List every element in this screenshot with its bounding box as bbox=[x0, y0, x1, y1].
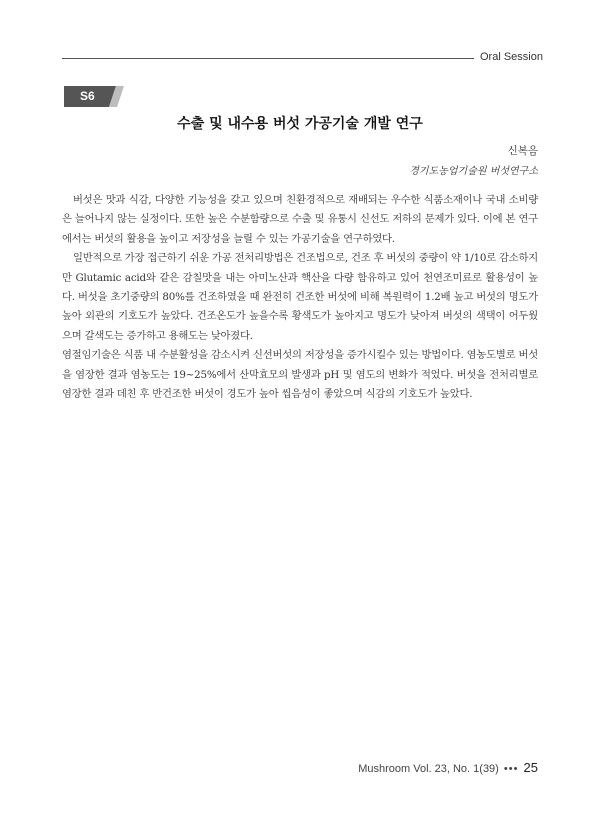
page-footer bbox=[358, 760, 538, 775]
paper-title: 수출 및 내수용 버섯 가공기술 개발 연구 bbox=[177, 116, 423, 132]
abstract-paragraph-1: 버섯은 맛과 식감, 다양한 기능성을 갖고 있으며 친환경적으로 재배되는 우수한 식품소재이나 국내 소비량은 늘어나지 않는 실정이다. 또한 높은 수분함량으로 수출 및 유통시 신선도 저하의 문제가 있다. 이에 본 연구에서는 버섯의 활용을 높이고 저장성을 늘릴 수 있는 가공기술을 연구하였다. bbox=[62, 194, 538, 245]
footer-dots: ••• bbox=[503, 763, 519, 775]
abstract-paragraph-2: 일반적으로 가장 접근하기 쉬운 가공 전처리방법은 건조법으로, 건조 후 버섯의 중량이 약 1/10로 감소하지만 Glutamic acid와 같은 감칠맛을 내는 아미노산과 핵산을 다량 함유하고 있어 천연조미료로 활용성이 높다. 버섯을 초기중량의 80%를 건조하였을 때 완전히 건조한 버섯에 비해 복원력이 1.2배 높고 버섯의 명도가 높아 외관의 기호도가 높았다. 건조온도가 높을수록 황색도가 높아지고 명도가 낮아져 버섯의 색택이 어두웠으며 갈색도는 증가하고 용해도는 낮아졌다. bbox=[62, 252, 538, 342]
session-tag bbox=[64, 86, 124, 107]
header-rule bbox=[62, 58, 474, 59]
session-label: Oral Session bbox=[480, 51, 543, 63]
abstract-paragraph-3: 염절임기술은 식품 내 수분활성을 감소시켜 신선버섯의 저장성을 증가시킬수 있는 방법이다. 염농도별로 버섯을 염장한 결과 염농도는 19~25%에서 산막효모의 발생과 pH 및 염도의 변화가 적었다. 버섯을 전처리별로 염장한 결과 데친 후 반건조한 버섯이 경도가 높아 씹음성이 좋았으며 식감의 기호도가 높았다. bbox=[62, 349, 538, 401]
author-affiliation: 경기도농업기술원 버섯연구소 bbox=[409, 166, 538, 177]
page-number: 25 bbox=[523, 760, 538, 775]
journal-citation: Mushroom Vol. 23, No. 1(39) bbox=[358, 763, 499, 775]
abstract-body bbox=[62, 191, 538, 404]
session-tag-label: S6 bbox=[80, 89, 95, 103]
author-name: 신복음 bbox=[507, 145, 538, 157]
